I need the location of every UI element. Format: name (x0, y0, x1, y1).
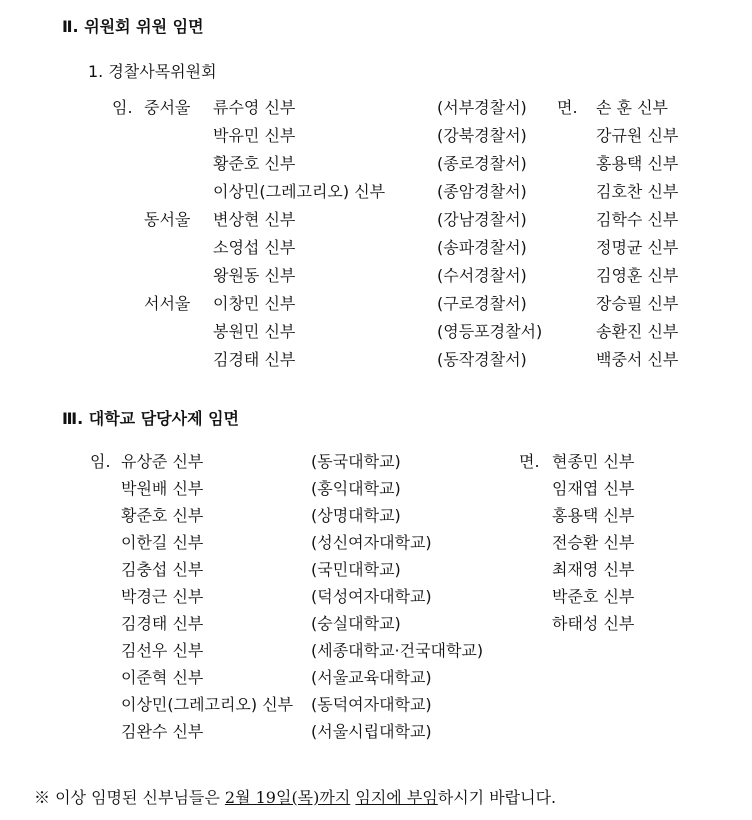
dismissed-name: 박준호 신부 (552, 587, 635, 606)
police-station: (구로경찰서) (437, 294, 527, 313)
appointee-name: 김선우 신부 (121, 641, 204, 660)
appointee-name: 김경태 신부 (121, 614, 204, 633)
appoint-label: 임. (112, 98, 133, 117)
region-label: 중서울 (144, 98, 191, 117)
subsection-1-heading: 1. 경찰사목위원회 (88, 62, 217, 81)
dismissed-name: 김영훈 신부 (596, 266, 679, 285)
appointee-name: 박유민 신부 (213, 126, 296, 145)
dismissed-name: 임재엽 신부 (552, 479, 635, 498)
appointee-name: 봉원민 신부 (213, 322, 296, 341)
dismissed-name: 전승환 신부 (552, 533, 635, 552)
appointee-name: 류수영 신부 (213, 98, 296, 117)
appointee-name: 왕원동 신부 (213, 266, 296, 285)
dismissed-name: 백중서 신부 (596, 350, 679, 369)
dismissed-name: 강규원 신부 (596, 126, 679, 145)
dismissed-name: 송환진 신부 (596, 322, 679, 341)
dismiss-label: 면. (519, 452, 540, 471)
dismissed-name: 최재영 신부 (552, 560, 635, 579)
section-2-heading: Ⅱ. 위원회 위원 임면 (62, 17, 204, 36)
appointee-name: 유상준 신부 (121, 452, 204, 471)
appointee-name: 이상민(그레고리오) 신부 (121, 695, 294, 714)
notice-part-1: ※ 이상 임명된 신부님들은 (34, 788, 225, 807)
section-3-heading: Ⅲ. 대학교 담당사제 임면 (62, 409, 240, 428)
police-station: (영등포경찰서) (437, 322, 543, 341)
police-station: (수서경찰서) (437, 266, 527, 285)
dismissed-name: 정명균 신부 (596, 238, 679, 257)
university-name: (동덕여자대학교) (311, 695, 432, 714)
university-name: (세종대학교·건국대학교) (311, 641, 484, 660)
university-name: (숭실대학교) (311, 614, 401, 633)
dismissed-name: 하태성 신부 (552, 614, 635, 633)
region-label: 서서울 (144, 294, 191, 313)
dismissed-name: 손 훈 신부 (596, 98, 668, 117)
police-station: (종로경찰서) (437, 154, 527, 173)
university-name: (동국대학교) (311, 452, 401, 471)
police-station: (강북경찰서) (437, 126, 527, 145)
university-name: (서울교육대학교) (311, 668, 432, 687)
notice-assignment: 임지에 부임 (355, 788, 438, 807)
appointee-name: 황준호 신부 (121, 506, 204, 525)
appointee-name: 이창민 신부 (213, 294, 296, 313)
police-station: (서부경찰서) (437, 98, 527, 117)
police-station: (송파경찰서) (437, 238, 527, 257)
dismissed-name: 장승필 신부 (596, 294, 679, 313)
university-name: (성신여자대학교) (311, 533, 432, 552)
appointee-name: 김완수 신부 (121, 722, 204, 741)
university-name: (홍익대학교) (311, 479, 401, 498)
appointee-name: 김충섭 신부 (121, 560, 204, 579)
dismissed-name: 김학수 신부 (596, 210, 679, 229)
appointee-name: 소영섭 신부 (213, 238, 296, 257)
dismissed-name: 김호찬 신부 (596, 182, 679, 201)
appointee-name: 김경태 신부 (213, 350, 296, 369)
appointee-name: 변상현 신부 (213, 210, 296, 229)
appointee-name: 이한길 신부 (121, 533, 204, 552)
dismissed-name: 현종민 신부 (552, 452, 635, 471)
dismiss-label: 면. (557, 98, 578, 117)
police-station: (종암경찰서) (437, 182, 527, 201)
notice-date: 2월 19일(목)까지 (224, 788, 351, 807)
police-station: (강남경찰서) (437, 210, 527, 229)
police-station: (동작경찰서) (437, 350, 527, 369)
university-name: (덕성여자대학교) (311, 587, 432, 606)
appointee-name: 박경근 신부 (121, 587, 204, 606)
university-name: (상명대학교) (311, 506, 401, 525)
appoint-label: 임. (90, 452, 111, 471)
appointee-name: 이준혁 신부 (121, 668, 204, 687)
appointee-name: 황준호 신부 (213, 154, 296, 173)
notice-text (34, 788, 556, 808)
dismissed-name: 홍용택 신부 (596, 154, 679, 173)
university-name: (서울시립대학교) (311, 722, 432, 741)
university-name: (국민대학교) (311, 560, 401, 579)
notice-part-3: 하시기 바랍니다. (437, 788, 557, 807)
appointee-name: 박원배 신부 (121, 479, 204, 498)
region-label: 동서울 (144, 210, 191, 229)
dismissed-name: 홍용택 신부 (552, 506, 635, 525)
appointee-name: 이상민(그레고리오) 신부 (213, 182, 386, 201)
